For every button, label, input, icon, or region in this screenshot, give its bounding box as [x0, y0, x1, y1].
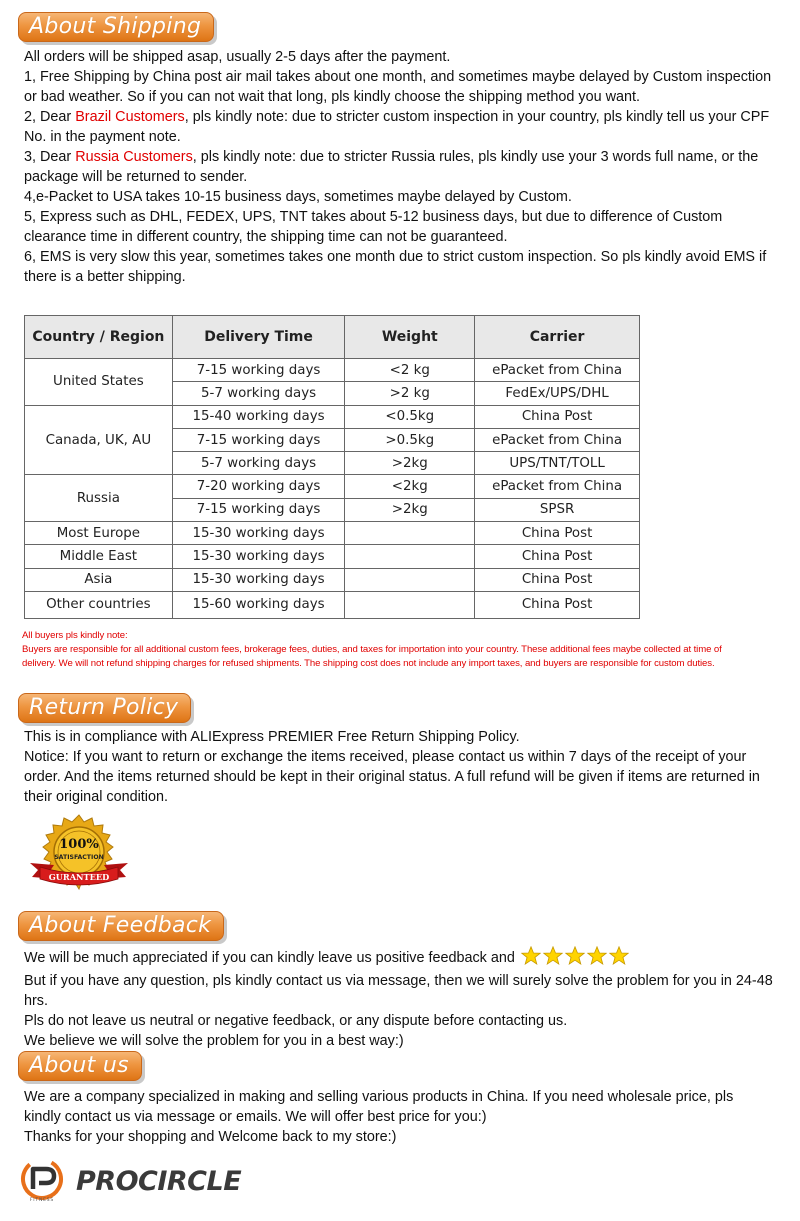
cell-weight: >2 kg	[345, 382, 475, 405]
table-row	[25, 475, 640, 498]
shipping-line-2: 2, Dear Brazil Customers, pls kindly note: due to stricter custom inspection in your country, pls kindly tell us your CPF No. in the payment note.	[24, 109, 770, 145]
satisfaction-guaranteed-seal-icon	[26, 813, 132, 897]
brazil-customers-highlight: Brazil Customers	[75, 109, 185, 125]
cell-time: 15-30 working days	[172, 522, 345, 545]
cell-region: Middle East	[25, 545, 173, 568]
cell-time: 5-7 working days	[172, 452, 345, 475]
buyers-note	[22, 629, 752, 672]
header-delivery-time: Delivery Time	[172, 316, 345, 359]
cell-carrier: FedEx/UPS/DHL	[475, 382, 640, 405]
shipping-line-4: 4,e-Packet to USA takes 10-15 business days, sometimes maybe delayed by Custom.	[24, 189, 572, 205]
return-line-1: This is in compliance with ALIExpress PREMIER Free Return Shipping Policy.	[24, 729, 520, 745]
shipping-line-5: 5, Express such as DHL, FEDEX, UPS, TNT takes about 5-12 business days, but due to difference of Custom clearance time in different country, the shipping time can not be guaranteed.	[24, 209, 723, 245]
table-row	[25, 568, 640, 591]
about-shipping-heading: About Shipping	[18, 12, 214, 42]
cell-weight	[345, 545, 475, 568]
table-header-row	[25, 316, 640, 359]
cell-weight: <2kg	[345, 475, 475, 498]
feedback-line-3: Pls do not leave us neutral or negative feedback, or any dispute before contacting us.	[24, 1013, 568, 1029]
cell-time: 7-15 working days	[172, 359, 345, 382]
cell-time: 7-20 working days	[172, 475, 345, 498]
five-stars	[521, 946, 631, 971]
shipping-table	[24, 315, 640, 619]
cell-carrier: ePacket from China	[475, 359, 640, 382]
svg-text:100%: 100%	[59, 837, 99, 852]
header-weight: Weight	[345, 316, 475, 359]
shipping-line-0: All orders will be shipped asap, usually 2-5 days after the payment.	[24, 49, 451, 65]
svg-text:GURANTEED: GURANTEED	[48, 872, 110, 882]
return-policy-text	[24, 727, 774, 807]
table-row	[25, 591, 640, 618]
cell-region: Asia	[25, 568, 173, 591]
cell-weight	[345, 568, 475, 591]
header-country: Country / Region	[25, 316, 173, 359]
cell-weight: <0.5kg	[345, 405, 475, 428]
return-line-2: Notice: If you want to return or exchange the items received, please contact us within 7 days of the receipt of your order. And the items returned should be kept in their original status. A full refund will be given if items are returned in their original condition.	[24, 749, 760, 805]
feedback-line-1: We will be much appreciated if you can kindly leave us positive feedback and	[24, 946, 774, 971]
procircle-logo-icon	[20, 1155, 290, 1203]
cell-carrier: China Post	[475, 522, 640, 545]
star-icon	[565, 946, 585, 965]
svg-text:FITNESS: FITNESS	[29, 1198, 55, 1203]
shipping-text	[24, 47, 774, 287]
star-icon	[543, 946, 563, 965]
cell-carrier: ePacket from China	[475, 428, 640, 451]
cell-region: Canada, UK, AU	[25, 405, 173, 475]
shipping-line-3: 3, Dear Russia Customers, pls kindly note: due to stricter Russia rules, pls kindly use your 3 words full name, or the package will be returned to sender.	[24, 149, 759, 185]
cell-time: 7-15 working days	[172, 428, 345, 451]
about-us-line-1: We are a company specialized in making and selling various products in China. If you need wholesale price, pls kindly contact us via message or emails. We will offer best price for you:)	[24, 1089, 734, 1125]
cell-carrier: ePacket from China	[475, 475, 640, 498]
cell-region: Russia	[25, 475, 173, 522]
star-icon	[521, 946, 541, 965]
feedback-line-2: But if you have any question, pls kindly contact us via message, then we will surely solve the problem for you in 24-48 hrs.	[24, 973, 773, 1009]
shipping-line-1: 1, Free Shipping by China post air mail takes about one month, and sometimes maybe delayed by Custom inspection or bad weather. So if you can not wait that long, pls kindly choose the shipping method you want.	[24, 69, 772, 105]
about-us-text	[24, 1087, 774, 1147]
table-row	[25, 405, 640, 428]
cell-weight	[345, 591, 475, 618]
cell-carrier: SPSR	[475, 498, 640, 521]
russia-customers-highlight: Russia Customers	[75, 149, 193, 165]
cell-carrier: China Post	[475, 405, 640, 428]
cell-weight: >2kg	[345, 498, 475, 521]
star-icon	[587, 946, 607, 965]
cell-region: United States	[25, 359, 173, 406]
cell-weight: >0.5kg	[345, 428, 475, 451]
cell-carrier: China Post	[475, 568, 640, 591]
shipping-line-6: 6, EMS is very slow this year, sometimes takes one month due to strict custom inspection. So pls kindly avoid EMS if there is a better shipping.	[24, 249, 767, 285]
cell-region: Most Europe	[25, 522, 173, 545]
table-row	[25, 545, 640, 568]
cell-region: Other countries	[25, 591, 173, 618]
feedback-line-4: We believe we will solve the problem for you in a best way:)	[24, 1033, 404, 1049]
star-icon	[609, 946, 629, 965]
cell-time: 7-15 working days	[172, 498, 345, 521]
cell-carrier: China Post	[475, 591, 640, 618]
cell-weight: >2kg	[345, 452, 475, 475]
return-policy-heading: Return Policy	[18, 693, 191, 723]
cell-weight	[345, 522, 475, 545]
svg-text:PROCIRCLE: PROCIRCLE	[76, 1166, 242, 1197]
svg-text:SATISFACTION: SATISFACTION	[54, 854, 104, 861]
cell-carrier: UPS/TNT/TOLL	[475, 452, 640, 475]
cell-weight: <2 kg	[345, 359, 475, 382]
cell-time: 15-30 working days	[172, 545, 345, 568]
cell-time: 15-60 working days	[172, 591, 345, 618]
about-us-line-2: Thanks for your shopping and Welcome back to my store:)	[24, 1129, 397, 1145]
buyers-note-body: Buyers are responsible for all additional custom fees, brokerage fees, duties, and taxes for importation into your country. These additional fees maybe collected at time of delivery. We will not refund shipping charges for refused shipments. The shipping cost does not include any import taxes, and buyers are responsible for custom duties.	[22, 644, 722, 670]
cell-time: 15-40 working days	[172, 405, 345, 428]
table-row	[25, 359, 640, 382]
feedback-text	[24, 946, 774, 1051]
header-carrier: Carrier	[475, 316, 640, 359]
cell-time: 15-30 working days	[172, 568, 345, 591]
table-row	[25, 522, 640, 545]
about-feedback-heading: About Feedback	[18, 911, 224, 941]
cell-time: 5-7 working days	[172, 382, 345, 405]
cell-carrier: China Post	[475, 545, 640, 568]
buyers-note-title: All buyers pls kindly note:	[22, 630, 128, 641]
about-us-heading: About us	[18, 1051, 142, 1081]
